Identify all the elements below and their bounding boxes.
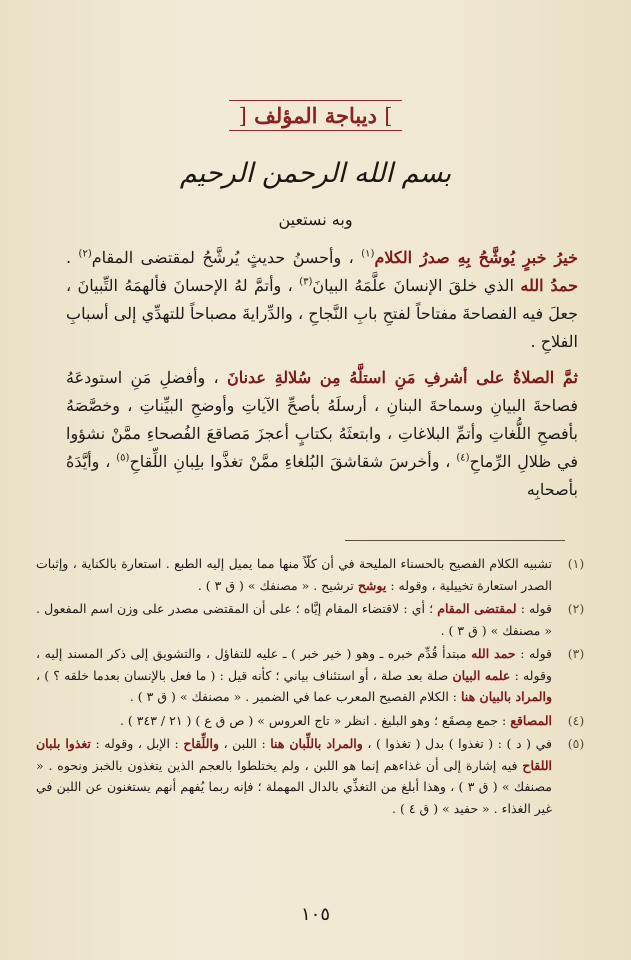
footnote-text: ترشيح . « مصنفك » ( ق ٣ ) . [197,577,354,593]
footnote-term: يوشح [357,577,387,593]
footnote-number: (٢) [567,601,585,616]
footnote-ref: (١) [361,248,375,260]
text-run: . [66,248,72,267]
footnote-text: قوله : [520,601,552,616]
footnote-term: واللِّقاح [183,736,219,751]
text-run: ، وأيَّدَهُ بأصحابِه [66,452,578,499]
footnote-text: ؛ أي : لاقتضاء المقام إيَّاه ؛ على أن المقتضى مصدر على وزن اسم المفعول . « مصنفك » ( ق ٣ ) . [36,601,552,638]
footnote-2 [36,598,585,641]
highlight-phrase: حمدُ الله [520,276,579,295]
footnote-divider [345,540,565,541]
footnote-text: مبتدأ قُدِّم خبره ـ وهو ( خير خبر ) ـ عليه للتفاؤل ، والتشويق إلى ذكر المسند إليه ، وقوله : [36,646,552,683]
footnote-text: : جمع مِصقَع ؛ وهو البليغ . انظر « تاج العروس » ( ص ق ع ) ( ٢١ / ٣٤٣ ) . [119,712,507,728]
footnote-1 [36,553,585,596]
footnote-term: لمقتضى المقام [437,601,517,616]
footnote-5 [36,733,585,819]
footnote-text: : الإبل ، وقوله : [95,736,179,751]
footnote-term: تغذوا بلبان اللقاح [36,736,552,773]
footnote-number: (٥) [567,736,585,751]
footnote-text: : الكلام الفصيح المعرب عما في الضمير . « مصنفك » ( ق ٣ ) . [129,689,458,704]
footnote-term: والمراد باللِّبان هنا [270,736,363,751]
page-number: ١٠٥ [300,904,330,925]
footnote-ref: (٤) [456,452,470,464]
text-run: ، وأتمَّ لهُ الإحسانَ فألهمَهُ التِّبيانَ ، جعلَ فيه الفصاحةَ مفتاحاً لفتحِ بابِ النَّجاحِ ، والدِّرايةَ مصباحاً للتهدِّي إلى أسبابِ الفلاحِ . [66,276,578,351]
footnote-text: قوله : [520,646,553,661]
main-text [66,244,578,512]
footnotes [36,553,585,821]
basmala: بسم الله الرحمن الرحيم [179,158,452,189]
footnote-term: المصاقع [510,712,552,728]
text-run: الذي خلقَ الإنسانَ علَّمَهُ البيانَ [312,276,514,295]
footnote-ref: (٥) [116,452,130,464]
footnote-term: حمد الله [471,646,516,661]
footnote-text: : اللبن ، [223,736,266,751]
heading-bracket-right: ] [238,104,247,128]
paragraph-2 [66,364,578,504]
highlight-phrase: خيرُ خبرٍ يُوشَّحُ بِهِ صدرُ الكلام [374,248,578,267]
section-heading [229,100,403,131]
footnote-number: (١) [567,556,585,571]
footnote-text: صلة بعد صلة ، أو استئناف بياني ؛ كأنه قيل : ( ما فعل بالإنسان بعدما خلقه ؟ ) ، [36,667,449,683]
footnote-ref: (٣) [299,276,313,288]
heading-bracket-left: [ [384,104,393,128]
footnote-4 [36,710,585,732]
footnote-text: تشبيه الكلام الفصيح بالحسناء المليحة في أن كلّاً منها مما يميل إليه الطبع . استعارة بالكناية ، وإثبات الصدر استعارة تخييلية ، وقوله : [36,556,552,593]
text-run: ، وأفضلِ مَنِ استودعَهُ فصاحةَ البيانِ وسماحةَ البنانِ ، أرسلَهُ بأصحِّ الآياتِ وأوضحِ البيِّناتِ ، وخصَّصَهُ بأفصحِ اللُّغاتِ وأتمِّ البلاغاتِ ، وابتعثَهُ بكتابٍ أعجزَ مَصاقعَ الفُصحاءِ ممَّنْ نشؤوا في ظلالِ الرِّماحِ [66,368,579,471]
footnote-term: علمه البيان [452,667,511,683]
footnote-ref: (٢) [78,248,92,260]
footnote-number: (٤) [567,712,585,728]
footnote-text: فيه إشارة إلى أن غذاءهم إنما هو اللبن ، ولم يختلطوا بالعجم الذين يتغذون بالخبز ونحوه . « مصنفك » ( ق ٣ ) ، وهذا أبلغ من التغذِّي بالدال المهملة ؛ فإنه ربما يُفهم أنهم يستغنون عن اللبن في غير الغذاء . « حفيد » ( ق ٤ ) . [36,757,552,816]
paragraph-1 [66,244,578,356]
nastain-line: وبه نستعين [278,210,353,229]
footnote-term: والمراد بالبيان هنا [461,689,552,704]
text-run: ، وأخرسَ شقاشقَ البُلغاءِ ممَّنْ تغذَّوا بلِبانِ اللِّقاحِ [129,452,451,471]
highlight-phrase: ثمَّ الصلاةُ على أشرفِ مَنِ استلَّهُ مِن سُلالةِ عدنانَ [226,368,579,387]
text-run: ، وأحسنُ حديثٍ يُرشَّحُ لمقتضى المقام [91,248,354,267]
footnote-text: في ( د ) : ( تغذوا ) بدل ( تغذوا ) ، [367,736,552,751]
footnote-3 [36,643,585,708]
heading-title: ديباجة المؤلف [254,103,377,128]
footnote-number: (٣) [567,646,585,661]
